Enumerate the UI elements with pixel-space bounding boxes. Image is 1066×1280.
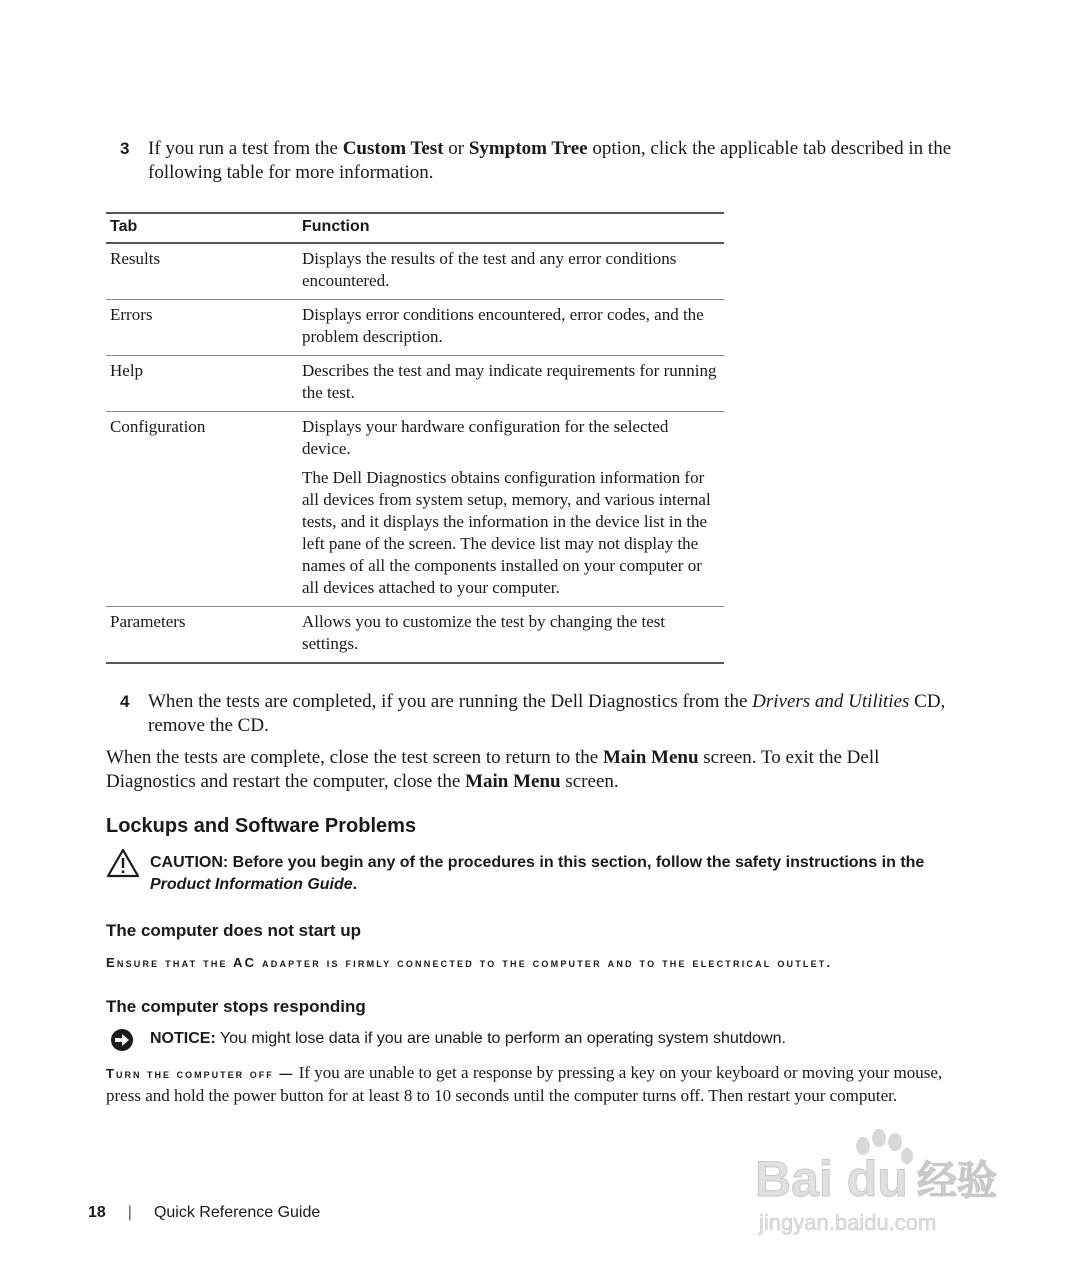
watermark-url: jingyan.baidu.com (759, 1210, 937, 1235)
tab-name: Help (106, 356, 298, 412)
caution-label: CAUTION: (150, 854, 229, 871)
watermark-brand: Bai du (755, 1151, 908, 1207)
footer-title: Quick Reference Guide (153, 1204, 321, 1221)
tab-function: Allows you to customize the test by changing the test settings. (298, 607, 724, 664)
step-number: 4 (120, 692, 130, 711)
tab-name: Results (106, 243, 298, 300)
caution-note: CAUTION: Before you begin any of the procedures in this section, follow the safety instructions in the Product Information Guide. (106, 852, 966, 896)
step-number: 3 (120, 139, 130, 158)
tab-name: Parameters (106, 607, 298, 664)
caution-triangle-icon (106, 848, 140, 885)
subheading-stops-responding: The computer stops responding (106, 997, 366, 1016)
tab-function: Displays the results of the test and any error conditions encountered. (298, 243, 724, 300)
tab-function: Displays your hardware configuration for the selected device. The Dell Diagnostics obtains configuration information for all devices from system setup, memory, and various internal tests, and it displays the information in the device list in the left pane of the screen. The device list may not display the names of all the components installed on your computer or all devices attached to your computer. (298, 412, 724, 607)
step-4-text: When the tests are completed, if you are running the Dell Diagnostics from the Drivers and Utilities CD, remove the CD. (148, 691, 946, 736)
header-tab: Tab (106, 213, 298, 243)
step-3-text: If you run a test from the Custom Test or Symptom Tree option, click the applicable tab described in the following table for more information. (148, 138, 952, 183)
header-function: Function (298, 213, 724, 243)
step-4 (106, 690, 966, 738)
instruction-adapter: Ensure that the AC adapter is firmly connected to the computer and to the electrical outlet. (106, 955, 833, 970)
subheading-does-not-start: The computer does not start up (106, 921, 362, 940)
step-3 (106, 137, 966, 185)
footer-separator: | (127, 1204, 132, 1221)
tab-function-table (106, 212, 724, 664)
tab-name: Errors (106, 300, 298, 356)
baidu-watermark (745, 1120, 1015, 1240)
table-row (106, 356, 724, 412)
table-row (106, 412, 724, 607)
section-title: Lockups and Software Problems (106, 815, 417, 837)
closing-paragraph: When the tests are complete, close the test screen to return to the Main Menu screen. To exit the Dell Diagnostics and restart the computer, close the Main Menu screen. (106, 747, 880, 792)
table-row (106, 607, 724, 664)
table-row (106, 243, 724, 300)
tab-function: Displays error conditions encountered, error codes, and the problem description. (298, 300, 724, 356)
table-row (106, 300, 724, 356)
tab-function: Describes the test and may indicate requirements for running the test. (298, 356, 724, 412)
tab-name: Configuration (106, 412, 298, 607)
notice-note: NOTICE: You might lose data if you are unable to perform an operating system shutdown. (106, 1030, 966, 1048)
page-number: 18 (88, 1204, 106, 1221)
table-header-row (106, 213, 724, 243)
page-footer (88, 1204, 320, 1222)
notice-arrow-icon (106, 1028, 138, 1057)
watermark-cn: 经验 (917, 1158, 997, 1204)
turn-off-lead: Turn the computer off — (106, 1066, 295, 1081)
turn-off-paragraph: Turn the computer off — If you are unable to get a response by pressing a key on your keyboard or moving your mouse, press and hold the power button for at least 8 to 10 seconds until the computer turns off. Then restart your computer. (106, 1063, 943, 1105)
notice-label: NOTICE: (150, 1030, 216, 1047)
